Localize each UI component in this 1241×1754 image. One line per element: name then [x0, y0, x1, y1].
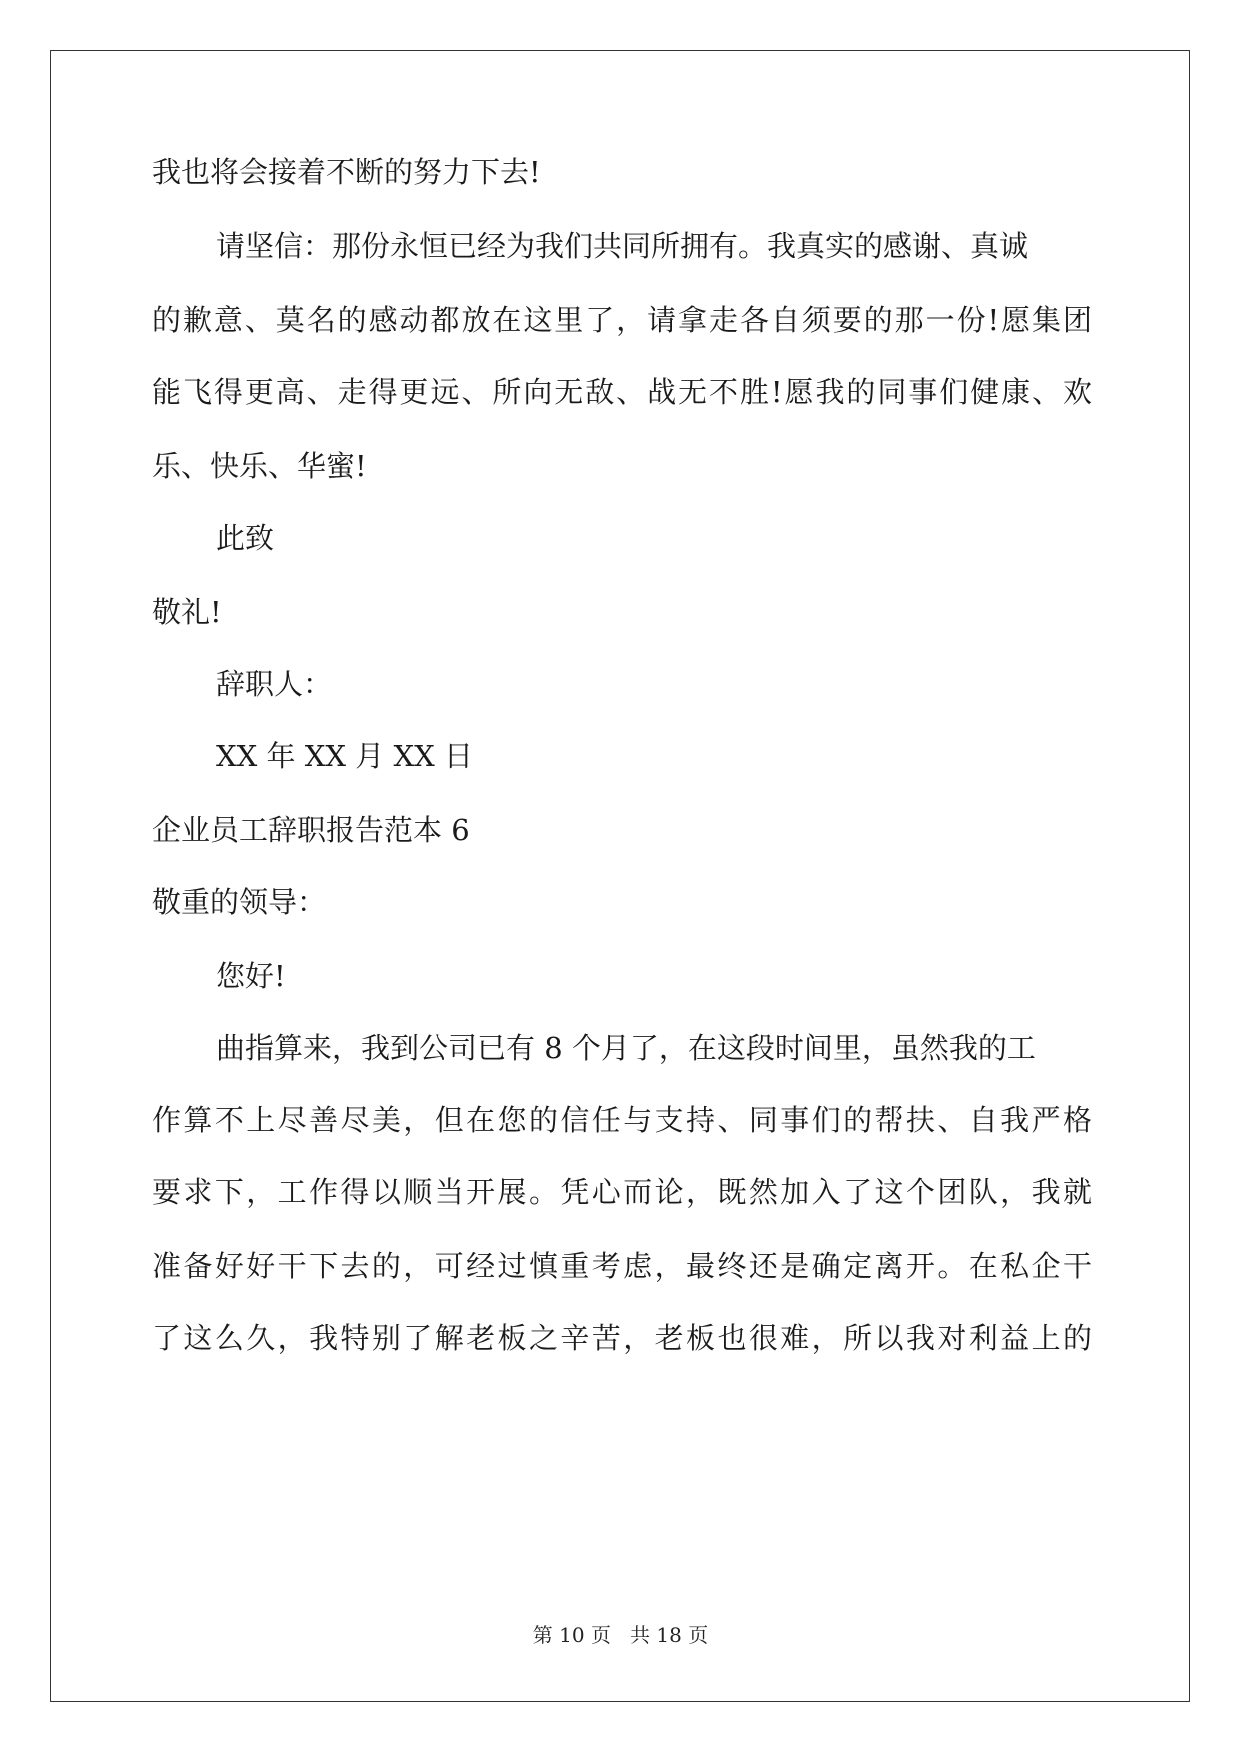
page-footer: [0, 1621, 1241, 1649]
page-number-total: 共 18 页: [630, 1623, 709, 1647]
closing-regards: 敬礼!: [152, 595, 222, 629]
greeting-recipient: 敬重的领导：: [152, 885, 327, 919]
date-line: XX 年 XX 月 XX 日: [216, 739, 473, 773]
paragraph-line: 能飞得更高、走得更远、所向无敌、战无不胜!愿我的同事们健康、欢: [152, 375, 1092, 409]
closing-salutation: 此致: [216, 521, 275, 555]
section-title: 企业员工辞职报告范本 6: [152, 813, 470, 847]
paragraph-line: 作算不上尽善尽美，但在您的信任与支持、同事们的帮扶、自我严格: [152, 1103, 1092, 1137]
paragraph-line: 我也将会接着不断的努力下去!: [152, 155, 541, 189]
signature-label: 辞职人：: [216, 667, 333, 701]
paragraph-line: 乐、快乐、华蜜!: [152, 449, 367, 483]
paragraph-line: 准备好好干下去的，可经过慎重考虑，最终还是确定离开。在私企干: [152, 1249, 1092, 1283]
greeting: 您好!: [216, 959, 286, 993]
paragraph-line: 曲指算来，我到公司已有 8 个月了，在这段时间里，虽然我的工: [216, 1031, 1036, 1065]
paragraph-line: 了这么久，我特别了解老板之辛苦，老板也很难，所以我对利益上的: [152, 1321, 1092, 1355]
page-number-current: 第 10 页: [532, 1623, 611, 1647]
paragraph-line: 请坚信：那份永恒已经为我们共同所拥有。我真实的感谢、真诚: [216, 229, 1029, 263]
page-border: [50, 50, 1190, 1702]
paragraph-line: 要求下，工作得以顺当开展。凭心而论，既然加入了这个团队，我就: [152, 1175, 1092, 1209]
paragraph-line: 的歉意、莫名的感动都放在这里了，请拿走各自须要的那一份!愿集团: [152, 303, 1092, 337]
